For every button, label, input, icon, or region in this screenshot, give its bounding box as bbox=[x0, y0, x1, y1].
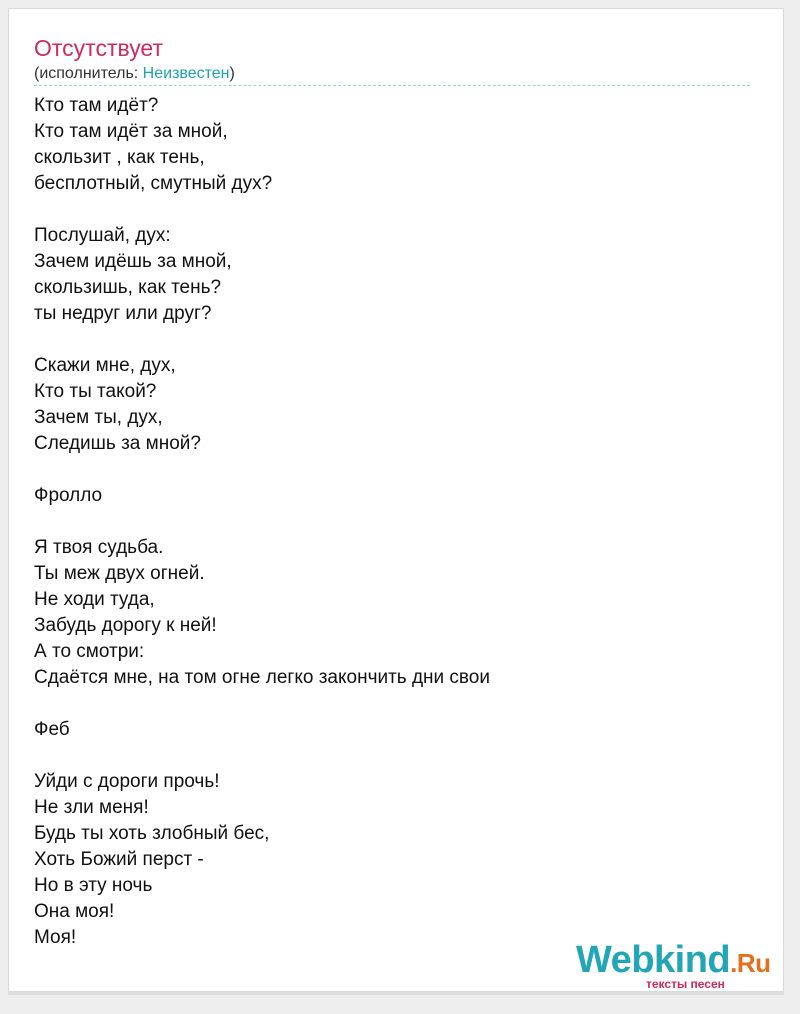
song-title: Отсутствует bbox=[34, 35, 163, 61]
lyric-line: Хоть Божий перст - bbox=[34, 849, 204, 870]
lyric-blank-line bbox=[34, 327, 750, 353]
lyric-line: Забудь дорогу к ней! bbox=[34, 615, 217, 636]
artist-prefix: (исполнитель: bbox=[34, 65, 143, 82]
lyric-line: Уйди с дороги прочь! bbox=[34, 771, 220, 792]
lyric-line: Следишь за мной? bbox=[34, 433, 201, 454]
lyric-blank-line bbox=[34, 457, 750, 483]
lyric-line: Зачем ты, дух, bbox=[34, 407, 163, 428]
lyric-line: Ты меж двух огней. bbox=[34, 563, 205, 584]
lyric-blank-line bbox=[34, 691, 750, 717]
lyric-line: ты недруг или друг? bbox=[34, 303, 212, 324]
lyric-line: бесплотный, смутный дух? bbox=[34, 173, 273, 194]
lyric-line: Послушай, дух: bbox=[34, 225, 171, 246]
lyric-blank-line bbox=[34, 509, 750, 535]
lyric-line: скользит , как тень, bbox=[34, 147, 205, 168]
lyric-line: Не зли меня! bbox=[34, 797, 149, 818]
lyric-line: Зачем идёшь за мной, bbox=[34, 251, 232, 272]
logo-tagline: тексты песен bbox=[646, 977, 725, 991]
lyric-line: Скажи мне, дух, bbox=[34, 355, 176, 376]
lyric-line: Сдаётся мне, на том огне легко закончить дни свои bbox=[34, 667, 490, 688]
lyric-line: Фролло bbox=[34, 485, 103, 506]
dashed-divider bbox=[34, 85, 750, 86]
lyric-blank-line bbox=[34, 197, 750, 223]
lyric-line: скользишь, как тень? bbox=[34, 277, 222, 298]
lyric-line: А то смотри: bbox=[34, 641, 145, 662]
artist-suffix: ) bbox=[229, 65, 235, 82]
lyric-line: Феб bbox=[34, 719, 70, 740]
lyric-line: Кто там идёт за мной, bbox=[34, 121, 228, 142]
lyric-line: Но в эту ночь bbox=[34, 875, 153, 896]
card-shadow bbox=[8, 992, 784, 995]
lyric-line: Не ходи туда, bbox=[34, 589, 155, 610]
artist-link[interactable]: Неизвестен bbox=[142, 65, 230, 82]
lyric-line: Моя! bbox=[34, 927, 77, 948]
logo-name: Webkind bbox=[576, 939, 731, 981]
lyrics-text bbox=[34, 93, 750, 951]
artist-line bbox=[34, 64, 235, 84]
lyric-line: Она моя! bbox=[34, 901, 115, 922]
lyric-blank-line bbox=[34, 743, 750, 769]
lyric-line: Кто там идёт? bbox=[34, 95, 159, 116]
lyric-line: Будь ты хоть злобный бес, bbox=[34, 823, 270, 844]
logo-tld: .Ru bbox=[730, 948, 771, 978]
lyric-line: Я твоя судьба. bbox=[34, 537, 164, 558]
site-logo[interactable] bbox=[576, 938, 776, 991]
lyric-line: Кто ты такой? bbox=[34, 381, 157, 402]
